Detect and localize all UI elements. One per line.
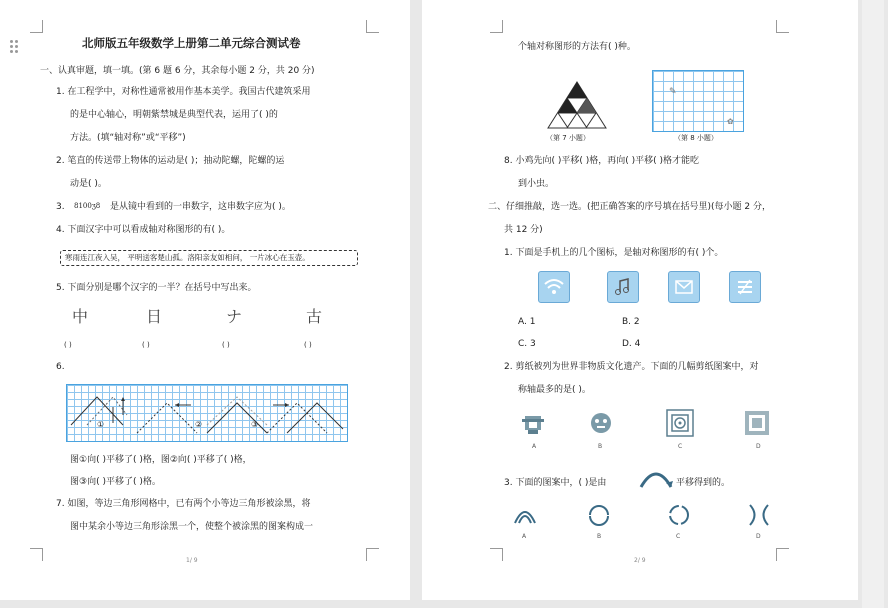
question-text: 方法。(填“轴对称”或“平移”) xyxy=(70,133,186,143)
corner-mark xyxy=(366,548,379,561)
music-icon xyxy=(607,271,639,303)
question-text: 是从镜中看到的一串数字，这串数字应为( )。 xyxy=(110,202,291,212)
option-label: A xyxy=(532,443,537,450)
question-text: 图③向( )平移了( )格。 xyxy=(70,477,161,487)
translation-grid xyxy=(66,384,348,442)
papercut-pattern-d xyxy=(744,410,770,436)
option-label: B xyxy=(598,443,603,450)
answer-paren: ( ) xyxy=(64,341,72,349)
papercut-pattern-b xyxy=(588,410,614,436)
half-character: ナ xyxy=(226,307,243,326)
question-text: 的是中心轴心，明朝紫禁城是典型代表，运用了( )的 xyxy=(70,110,278,120)
option-c: C. 3 xyxy=(518,339,536,349)
figure-label: ① xyxy=(97,420,105,429)
arc-pattern-d xyxy=(746,503,772,527)
question-text: 3. 下面的图案中，( )是由 xyxy=(504,478,607,488)
figure-label: ② xyxy=(195,420,203,429)
question-text: 个轴对称图形的方法有( )种。 xyxy=(518,42,636,52)
question-number: 3. xyxy=(56,202,65,212)
wifi-icon xyxy=(538,271,570,303)
grid-figures xyxy=(67,385,347,441)
question-text: 动是( )。 xyxy=(70,179,107,189)
corner-mark xyxy=(366,20,379,33)
stack-icon xyxy=(729,271,761,303)
section-heading: 二、仔细推敲，选一选。(把正确答案的序号填在括号里)(每小题 2 分， xyxy=(488,202,771,212)
question-text: 1. 在工程学中，对称性通常被用作基本美学。我国古代建筑采用 xyxy=(56,87,311,97)
half-character: 中 xyxy=(72,307,89,326)
page-title: 北师版五年级数学上册第二单元综合测试卷 xyxy=(82,36,301,50)
question-text: 8. 小鸡先向( )平移( )格，再向( )平移( )格才能吃 xyxy=(504,156,699,166)
poem-box: 寒雨连江夜入吴， 平明送客楚山孤。洛阳亲友如相问， 一片冰心在玉壶。 xyxy=(60,250,358,266)
mirrored-digits: 8100ʒ8 xyxy=(74,202,101,210)
chick-icon: ✎ xyxy=(669,87,677,97)
papercut-pattern-c xyxy=(666,409,694,437)
drag-handle-icon[interactable] xyxy=(10,40,20,54)
arc-pattern-b xyxy=(586,503,612,527)
question-text: 4. 下面汉字中可以看成轴对称图形的有( )。 xyxy=(56,225,231,235)
option-label: D xyxy=(756,443,761,450)
page-2 xyxy=(422,0,858,600)
section-heading: 共 12 分) xyxy=(504,225,543,235)
option-label: B xyxy=(597,533,602,540)
corner-mark xyxy=(776,548,789,561)
question-text: 称轴最多的是( )。 xyxy=(518,385,591,395)
bug-icon: ✿ xyxy=(727,117,734,126)
question-text: 平移得到的。 xyxy=(676,478,731,488)
corner-mark xyxy=(30,548,43,561)
half-character: 日 xyxy=(146,307,163,326)
page-1 xyxy=(0,0,410,600)
question-text: 7. 如图，等边三角形网格中，已有两个小等边三角形被涂黑，将 xyxy=(56,499,311,509)
question-text: 5. 下面分别是哪个汉字的一半？在括号中写出来。 xyxy=(56,283,257,293)
arc-pattern-a xyxy=(512,503,538,527)
option-b: B. 2 xyxy=(622,317,640,327)
question-text: 图中某余小等边三角形涂黑一个，使整个被涂黑的图案构成一 xyxy=(70,522,314,532)
answer-paren: ( ) xyxy=(304,341,312,349)
corner-mark xyxy=(776,20,789,33)
option-label: C xyxy=(678,443,683,450)
question-text: 2. 剪纸被列为世界非物质文化遗产。下面的几幅剪纸图案中，对 xyxy=(504,362,759,372)
option-d: D. 4 xyxy=(622,339,641,349)
question-text: 2. 笔直的传送带上物体的运动是( )；抽动陀螺，陀螺的运 xyxy=(56,156,285,166)
page-number: 1/ 9 xyxy=(186,557,198,564)
option-a: A. 1 xyxy=(518,317,536,327)
option-label: C xyxy=(676,533,681,540)
arc-shape-icon xyxy=(638,465,674,489)
answer-paren: ( ) xyxy=(142,341,150,349)
section-heading: 一、认真审题，填一填。(第 6 题 6 分，其余每小题 2 分，共 20 分) xyxy=(40,66,315,76)
figure-caption: （第 8 小题） xyxy=(674,134,718,142)
corner-mark xyxy=(30,20,43,33)
question-number: 6. xyxy=(56,362,65,372)
papercut-pattern-a xyxy=(520,410,546,436)
page-number: 2/ 9 xyxy=(634,557,646,564)
option-label: D xyxy=(756,533,761,540)
figure-caption: （第 7 小题） xyxy=(546,134,590,142)
answer-paren: ( ) xyxy=(222,341,230,349)
scrollbar[interactable] xyxy=(862,0,884,608)
question-text: 图①向( )平移了( )格，图②向( )平移了( )格， xyxy=(70,455,252,465)
arc-pattern-c xyxy=(666,503,692,527)
question-text: 到小虫。 xyxy=(518,179,555,189)
figure-label: ③ xyxy=(251,420,259,429)
triangle-grid xyxy=(546,80,608,130)
corner-mark xyxy=(490,20,503,33)
corner-mark xyxy=(490,548,503,561)
option-label: A xyxy=(522,533,527,540)
question-text: 1. 下面是手机上的几个图标，是轴对称图形的有( )个。 xyxy=(504,248,724,258)
half-character: 古 xyxy=(306,307,323,326)
chick-grid xyxy=(652,70,744,132)
mail-icon xyxy=(668,271,700,303)
